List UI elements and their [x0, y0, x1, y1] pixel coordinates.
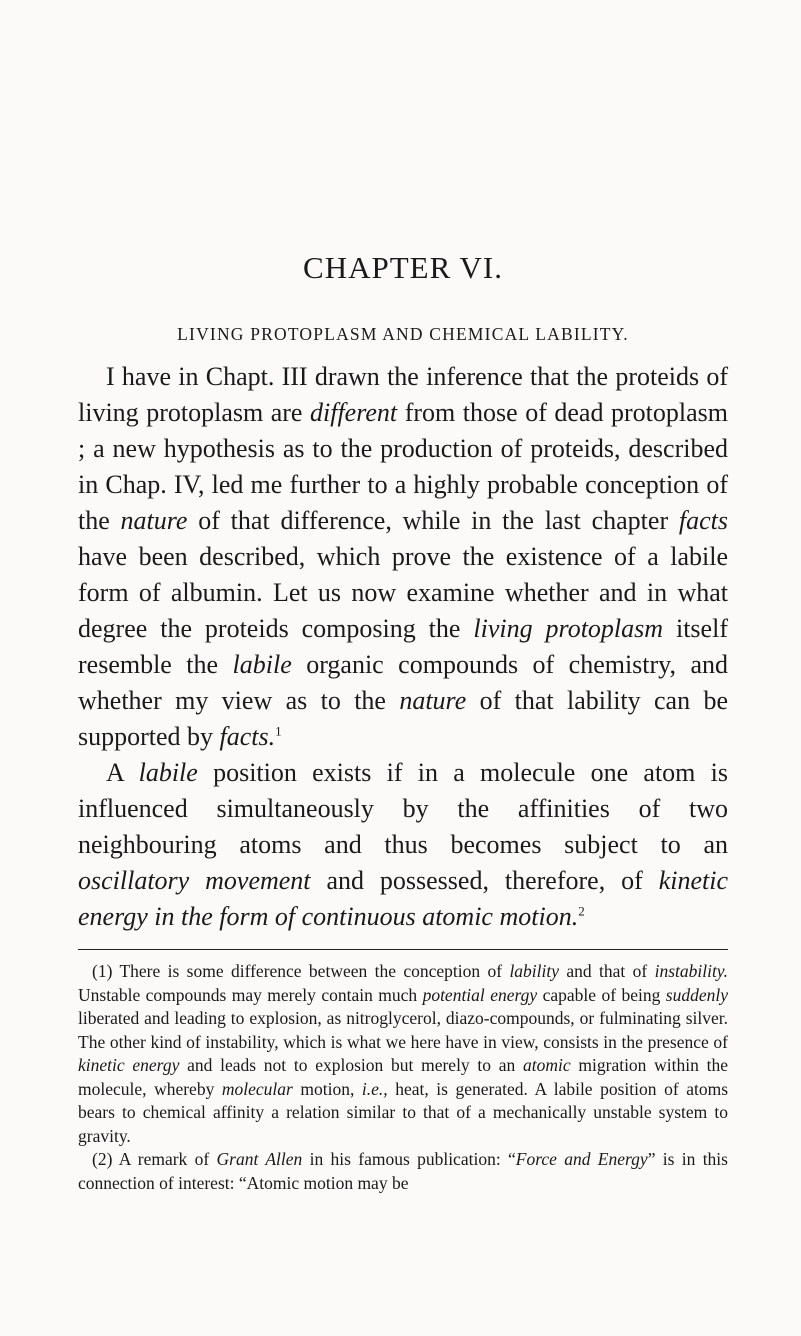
footnote-2: (2) A remark of Grant Allen in his famous publication: “Force and Energy” is in this connection of interest: “Atomic motion may be	[78, 1149, 728, 1193]
footnote-ref-2: 2	[578, 903, 585, 919]
book-page	[78, 250, 728, 1195]
paragraph-2: A labile position exists if in a molecule one atom is influenced simultaneously by the affinities of two neighbouring atoms and thus becomes subject to an oscillatory movement and possessed, therefore, of kinetic energy in the form of continuous atomic motion.$^2$	[78, 758, 728, 931]
footnotes	[78, 960, 728, 1195]
footnote-ref-1: 1	[275, 723, 282, 739]
footnote-1: (1) There is some difference between the conception of lability and that of instability. Unstable compounds may merely contain much potential energy capable of being suddenly liberated and leading to explosion, as nitroglycerol, diazo-compounds, or fulminating silver. The other kind of instability, which is what we here have in view, consists in the presence of kinetic energy and leads not to explosion but merely to an atomic migration within the molecule, whereby molecular motion, i.e., heat, is generated. A labile position of atoms bears to chemical affinity a relation similar to that of a mechanically unstable system to gravity.	[78, 961, 729, 1146]
body-text	[78, 359, 728, 935]
paragraph-1: I have in Chapt. III drawn the inference that the proteids of living protoplasm are different from those of dead protoplasm ; a new hypothesis as to the production of proteids, described in Chap. IV, led me further to a highly probable conception of the nature of that difference, while in the last chapter facts have been described, which prove the existence of a labile form of albumin. Let us now examine whether and in what degree the proteids composing the living protoplasm itself resemble the labile organic compounds of chemistry, and whether my view as to the nature of that lability can be supported by facts.$^1$	[78, 362, 728, 751]
chapter-title: CHAPTER VI.	[303, 250, 503, 285]
chapter-subtitle: LIVING PROTOPLASM AND CHEMICAL LABILITY.	[177, 324, 629, 344]
footnote-divider	[78, 949, 728, 950]
